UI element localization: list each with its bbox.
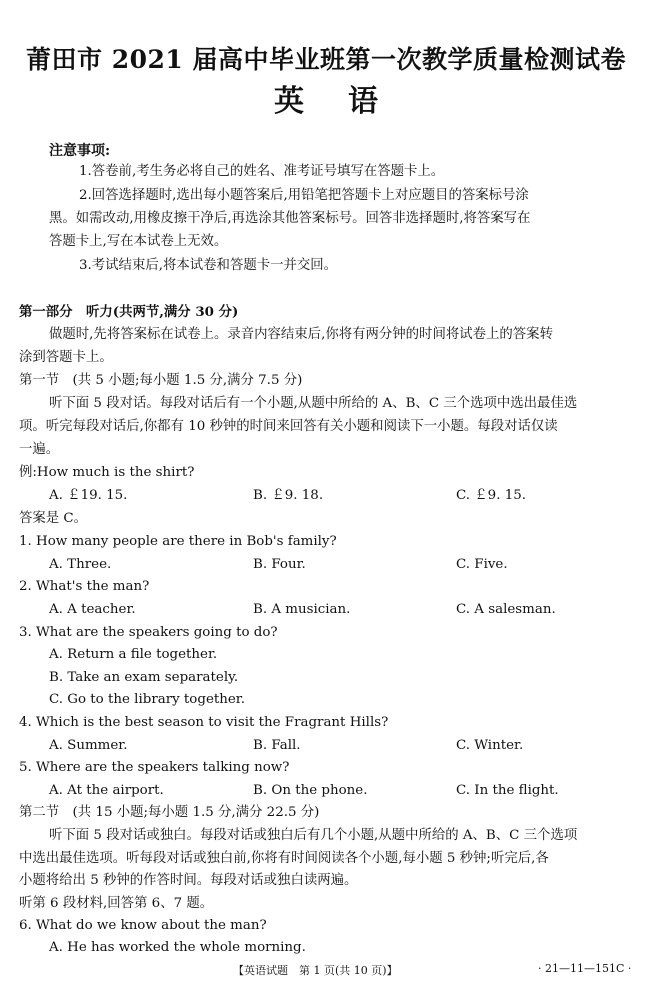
q1-option-b: B. Four. (253, 557, 306, 572)
section1-instruction: 听下面 5 段对话。每段对话后有一个小题,从题中所给的 A、B、C 三个选项中选出最佳选 (49, 396, 578, 411)
section2-instruction: 中选出最佳选项。听每段对话或独白前,你将有时间阅读各个小题,每小题 5 秒钟;听完后,各 (19, 851, 549, 866)
example-question: 例:How much is the shirt? (19, 465, 195, 480)
footer-page-info: 【英语试题 第 1 页(共 10 页)】 (233, 964, 398, 977)
question-5: 5. Where are the speakers talking now? (19, 760, 290, 775)
subject-title: 英语 (274, 84, 422, 119)
question-6: 6. What do we know about the man? (19, 918, 267, 933)
q3-option-c: C. Go to the library together. (49, 692, 245, 707)
example-answer: 答案是 C。 (19, 511, 88, 526)
q1-option-a: A. Three. (49, 557, 112, 572)
question-4: 4. Which is the best season to visit the Fragrant Hills? (19, 715, 389, 730)
q1-option-c: C. Five. (456, 557, 508, 572)
section2-instruction: 听下面 5 段对话或独白。每段对话或独白后有几个小题,从题中所给的 A、B、C 三个选项 (49, 828, 578, 843)
question-2: 2. What's the man? (19, 579, 150, 594)
material-note: 听第 6 段材料,回答第 6、7 题。 (19, 896, 214, 911)
q2-option-a: A. A teacher. (49, 602, 136, 617)
q4-option-a: A. Summer. (49, 738, 128, 753)
q2-option-b: B. A musician. (253, 602, 351, 617)
question-1: 1. How many people are there in Bob's family? (19, 534, 337, 549)
section2-instruction: 小题将给出 5 秒钟的作答时间。每段对话或独白读两遍。 (19, 873, 358, 888)
section1-heading: 第一节 (共 5 小题;每小题 1.5 分,满分 7.5 分) (19, 373, 303, 388)
q4-option-c: C. Winter. (456, 738, 524, 753)
section1-instruction: 项。听完每段对话后,你都有 10 秒钟的时间来回答有关小题和阅读下一小题。每段对话仅读 (19, 419, 558, 434)
q6-option-a: A. He has worked the whole morning. (49, 940, 306, 955)
part1-heading: 第一部分 听力(共两节,满分 30 分) (19, 304, 239, 320)
q3-option-a: A. Return a file together. (49, 647, 218, 662)
section1-instruction: 一遍。 (19, 442, 60, 457)
section2-heading: 第二节 (共 15 小题;每小题 1.5 分,满分 22.5 分) (19, 805, 320, 820)
note-line: 1.答卷前,考生务必将自己的姓名、准考证号填写在答题卡上。 (79, 164, 445, 179)
q4-option-b: B. Fall. (253, 738, 301, 753)
note-line: 黑。如需改动,用橡皮擦干净后,再选涂其他答案标号。回答非选择题时,将答案写在 (49, 211, 531, 226)
q3-option-b: B. Take an exam separately. (49, 670, 239, 685)
note-line: 3.考试结束后,将本试卷和答题卡一并交回。 (79, 258, 338, 273)
footer-code: · 21—11—151C · (538, 962, 632, 975)
exam-title: 莆田市 2021 届高中毕业班第一次教学质量检测试卷 (26, 45, 626, 74)
q5-option-b: B. On the phone. (253, 783, 368, 798)
notes-heading: 注意事项: (49, 143, 111, 159)
example-option-a: A. ￡19. 15. (49, 488, 128, 503)
q2-option-c: C. A salesman. (456, 602, 556, 617)
example-option-b: B. ￡9. 18. (253, 488, 324, 503)
part1-intro-line: 做题时,先将答案标在试卷上。录音内容结束后,你将有两分钟的时间将试卷上的答案转 (49, 327, 553, 342)
q5-option-a: A. At the airport. (49, 783, 164, 798)
q5-option-c: C. In the flight. (456, 783, 559, 798)
question-3: 3. What are the speakers going to do? (19, 625, 278, 640)
example-option-c: C. ￡9. 15. (456, 488, 526, 503)
note-line: 答题卡上,写在本试卷上无效。 (49, 234, 228, 249)
part1-intro-line: 涂到答题卡上。 (19, 350, 113, 365)
note-line: 2.回答选择题时,选出每小题答案后,用铅笔把答题卡上对应题目的答案标号涂 (79, 188, 529, 203)
